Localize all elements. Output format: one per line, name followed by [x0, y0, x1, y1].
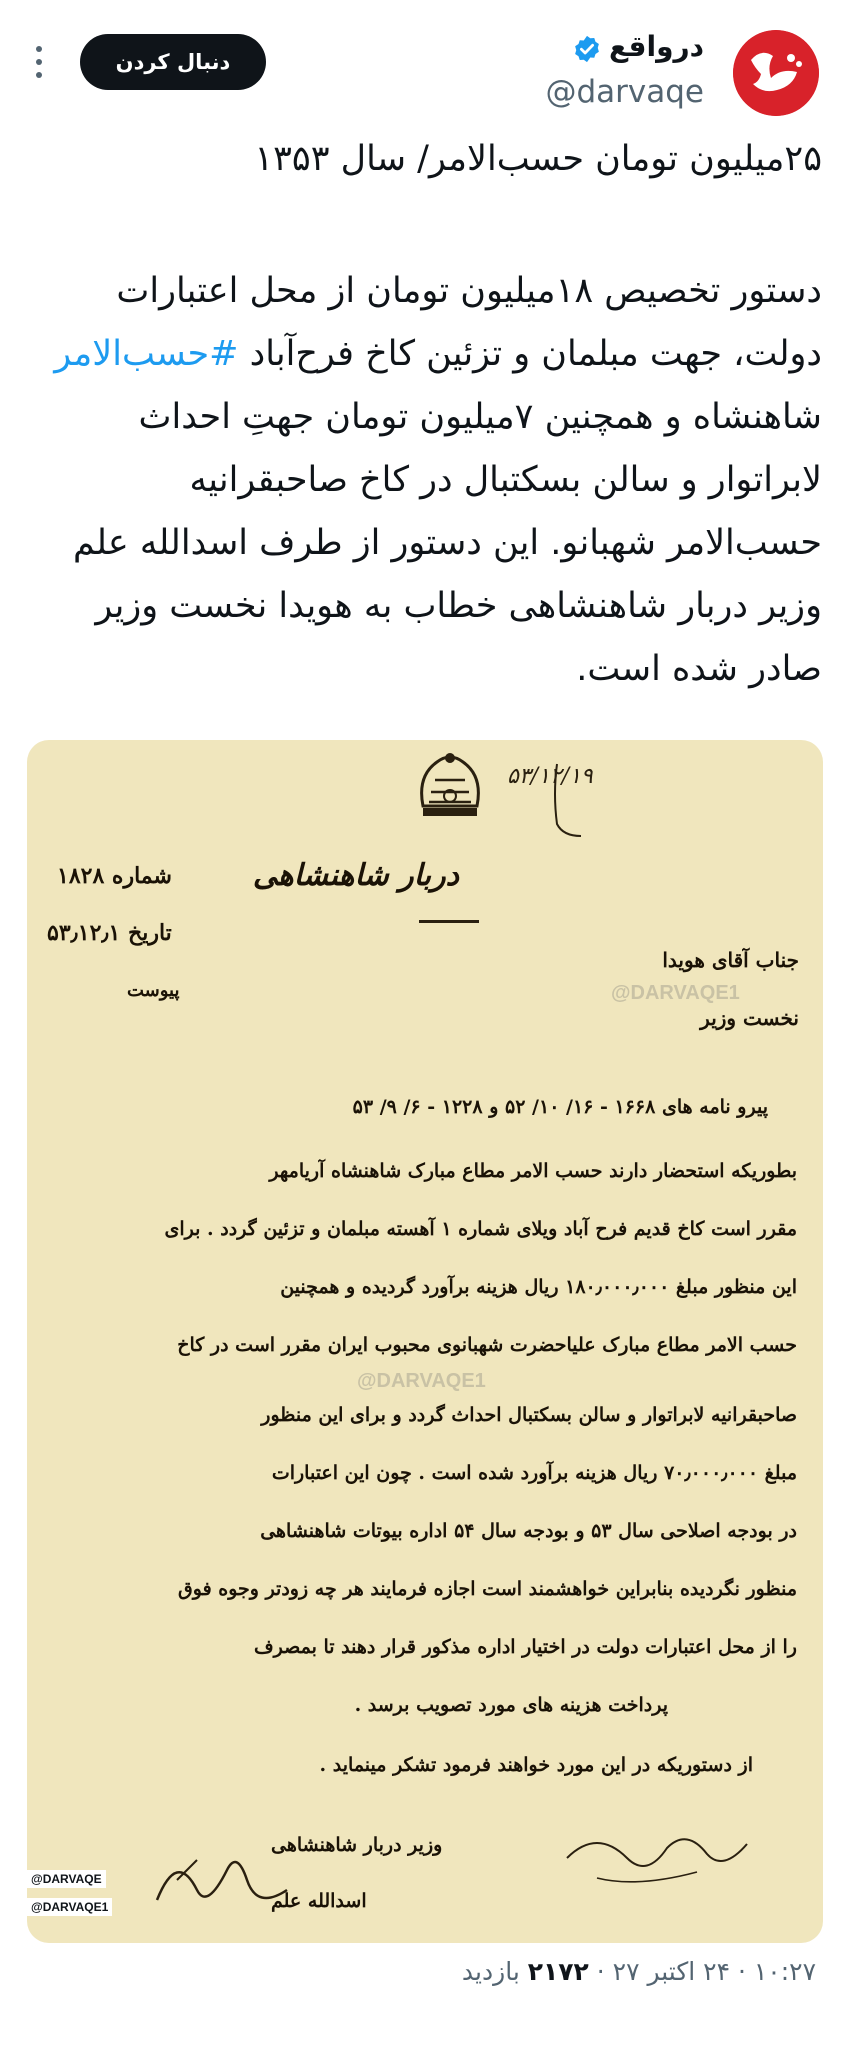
more-options-icon[interactable]: [30, 46, 48, 78]
tweet-date[interactable]: ۲۴ اکتبر ۲۷: [612, 1957, 730, 1986]
signature-title: وزیر دربار شاهنشاهی: [271, 1834, 443, 1856]
meta-separator: ·: [596, 1957, 605, 1986]
tweet-body-text: شاهنشاه و همچنین ۷میلیون تومان جهتِ احداث لابراتوار و سالن بسکتبال در کاخ صاحبقرانیه حسب‌الامر شهبانو. این دستور از طرف اسدالله علم وزیر دربار شاهنشاهی خطاب به هویدا نخست وزیر صادر شده است.: [72, 397, 822, 689]
handle[interactable]: @darvaqe: [545, 74, 704, 110]
document-line: صاحبقرانیه لابراتوار و سالن بسکتبال احداث گردد و برای این منظور: [261, 1404, 797, 1426]
views-label: بازدید: [461, 1957, 520, 1986]
hashtag-link[interactable]: #حسب‌الامر: [54, 334, 239, 374]
document-line: را از محل اعتبارات دولت در اختیار اداره مذکور قرار دهند تا بمصرف: [253, 1636, 797, 1658]
document-addressee: جناب آقای هویدا: [662, 948, 799, 972]
document-image[interactable]: [27, 740, 823, 1943]
document-number: شماره ۱۸۲۸: [57, 863, 172, 889]
handwritten-mark: [545, 760, 585, 850]
signature-mark: [147, 1840, 307, 1920]
document-line: مبلغ ۷۰٫۰۰۰٫۰۰۰ ریال هزینه برآورد شده است . چون این اعتبارات: [271, 1462, 797, 1484]
stamp-watermark: @DARVAQE: [27, 1870, 106, 1888]
meta-separator: ·: [737, 1957, 746, 1986]
handwritten-date: ۵۳/۱۲/۱۹: [507, 764, 593, 789]
document-line: منظور نگردیده بنابراین خواهشمند است اجازه فرمایند هر چه زودتر وجوه فوق: [178, 1578, 797, 1600]
tweet-body: [32, 260, 822, 701]
verified-badge-icon: [572, 34, 602, 64]
handwritten-note: [557, 1818, 757, 1898]
watermark: @DARVAQE1: [611, 982, 740, 1004]
signature-name: اسدالله علم: [271, 1890, 367, 1912]
document-line: در بودجه اصلاحی سال ۵۳ و بودجه سال ۵۴ اداره بیوتات شاهنشاهی: [260, 1520, 797, 1542]
document-reference: پیرو نامه های ۱۶۶۸ - ۱۶/ ۱۰/ ۵۲ و ۱۲۲۸ - ۶/ ۹/ ۵۳: [352, 1096, 768, 1118]
document-line: از دستوریکه در این مورد خواهند فرمود تشکر مینماید .: [319, 1754, 753, 1776]
tweet-headline: ۲۵میلیون تومان حسب‌الامر/ سال ۱۳۵۳: [254, 139, 822, 179]
avatar-logo-icon: [733, 30, 819, 116]
crown-emblem-icon: [413, 746, 487, 830]
stamp-watermark: @DARVAQE1: [27, 1898, 112, 1916]
tweet-meta: [462, 1957, 816, 1986]
document-line: حسب الامر مطاع مبارک علیاحضرت شهبانوی محبوب ایران مقرر است در کاخ: [177, 1334, 797, 1356]
document-attachment: پیوست: [127, 980, 180, 1001]
views-count: ۲۱۷۲: [527, 1957, 589, 1986]
follow-button[interactable]: دنبال کردن: [80, 34, 266, 90]
document-date: تاریخ ۵۳٫۱۲٫۱: [47, 920, 172, 946]
document-line: این منظور مبلغ ۱۸۰٫۰۰۰٫۰۰۰ ریال هزینه برآورد گردیده و همچنین: [280, 1276, 797, 1298]
header-underline: [419, 920, 479, 923]
tweet-body-text: دستور تخصیص ۱۸میلیون تومان از محل اعتبارات دولت، جهت مبلمان و تزئین کاخ فرح‌آباد: [116, 271, 822, 374]
document-line: بطوریکه استحضار دارند حسب الامر مطاع مبارک شاهنشاه آریامهر: [269, 1160, 797, 1182]
document-header-title: دربار شاهنشاهی: [252, 858, 459, 893]
watermark: @DARVAQE1: [357, 1370, 486, 1392]
document-line: پرداخت هزینه های مورد تصویب برسد .: [354, 1694, 668, 1716]
document-line: مقرر است کاخ قدیم فرح آباد ویلای شماره ۱ آهسته مبلمان و تزئین گردد . برای: [164, 1218, 797, 1240]
display-name[interactable]: درواقع: [609, 30, 704, 63]
tweet-time[interactable]: ۱۰:۲۷: [753, 1957, 816, 1986]
document-addressee-title: نخست وزیر: [700, 1006, 799, 1030]
avatar[interactable]: [733, 30, 819, 116]
